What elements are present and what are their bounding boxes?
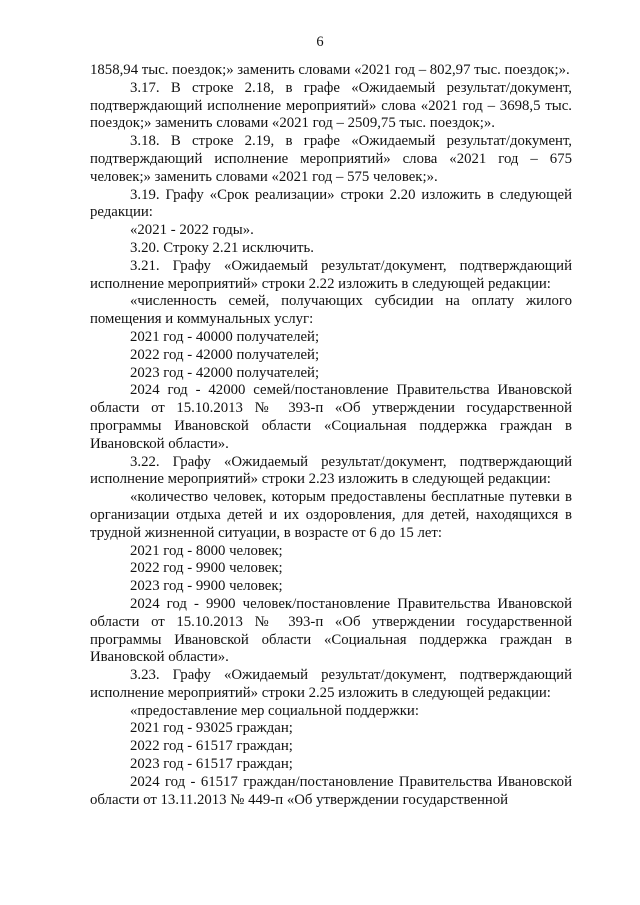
paragraph: 3.19. Графу «Срок реализации» строки 2.20 изложить в следующей редакции:	[90, 186, 572, 221]
paragraph: 2023 год - 42000 получателей;	[130, 364, 320, 381]
paragraph: 2024 год - 9900 человек/постановление Правительства Ивановской области от 15.10.2013 № 393-п «Об утверждении государственной программы Ивановской области «Социальная поддержка граждан в Ивановской области».	[90, 595, 572, 666]
paragraph: 3.18. В строке 2.19, в графе «Ожидаемый результат/документ, подтверждающий исполнение мероприятий» слова «2021 год – 675 человек;» заменить словами «2021 год – 575 человек;».	[90, 133, 572, 185]
paragraph: 3.23. Графу «Ожидаемый результат/документ, подтверждающий исполнение мероприятий» строки 2.25 изложить в следующей редакции:	[90, 667, 572, 701]
paragraph: 3.17. В строке 2.18, в графе «Ожидаемый результат/документ, подтверждающий исполнение мероприятий» слова «2021 год – 3698,5 тыс. поездок;» заменить словами «2021 год – 2509,75 тыс. поездок;».	[90, 79, 572, 132]
paragraph: 2022 год - 42000 получателей;	[130, 346, 320, 363]
paragraph: «предоставление мер социальной поддержки:	[130, 702, 419, 719]
document-body	[90, 62, 572, 809]
paragraph: 2022 год - 9900 человек;	[130, 560, 283, 577]
paragraph: 3.20. Строку 2.21 исключить.	[130, 239, 314, 256]
paragraph: 3.21. Графу «Ожидаемый результат/документ, подтверждающий исполнение мероприятий» строки 2.22 изложить в следующей редакции:	[90, 257, 572, 292]
paragraph: 2023 год - 61517 граждан;	[130, 756, 293, 773]
paragraph: 2024 год - 42000 семей/постановление Правительства Ивановской области от 15.10.2013 № 393-п «Об утверждении государственной программы Ивановской области «Социальная поддержка граждан в Ивановской области».	[90, 382, 572, 452]
paragraph: 1858,94 тыс. поездок;» заменить словами «2021 год – 802,97 тыс. поездок;».	[90, 62, 570, 78]
paragraph: 2022 год - 61517 граждан;	[130, 738, 293, 755]
paragraph: 2024 год - 61517 граждан/постановление Правительства Ивановской области от 13.11.2013 № 449-п «Об утверждении государственной	[90, 773, 572, 808]
page-number: 6	[316, 34, 324, 50]
paragraph: «численность семей, получающих субсидии на оплату жилого помещения и коммунальных услуг:	[90, 293, 572, 328]
paragraph: 2021 год - 40000 получателей;	[130, 328, 320, 345]
paragraph: «количество человек, которым предоставлены бесплатные путевки в организации отдыха детей и их оздоровления, для детей, находящихся в трудной жизненной ситуации, в возрасте от 6 до 15 лет:	[90, 489, 572, 541]
paragraph: «2021 - 2022 годы».	[130, 222, 254, 239]
paragraph: 2021 год - 8000 человек;	[130, 542, 283, 559]
paragraph: 2023 год - 9900 человек;	[130, 578, 283, 595]
paragraph: 3.22. Графу «Ожидаемый результат/документ, подтверждающий исполнение мероприятий» строки 2.23 изложить в следующей редакции:	[90, 453, 572, 488]
paragraph: 2021 год - 93025 граждан;	[130, 720, 293, 737]
